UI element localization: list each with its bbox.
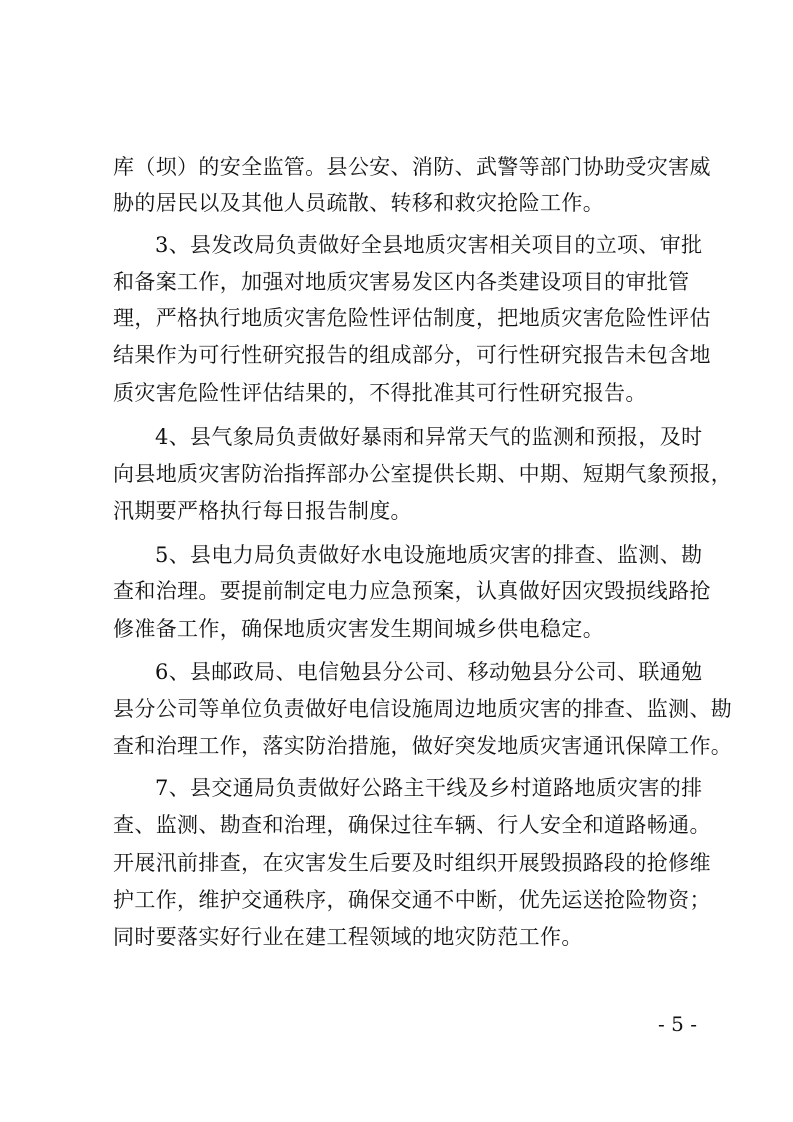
text-line-11: 5、县电力局负责做好水电设施地质灾害的排查、监测、勘 xyxy=(155,543,703,567)
text-line-6: 结果作为可行性研究报告的组成部分，可行性研究报告未包含地 xyxy=(113,343,711,367)
text-line-15: 县分公司等单位负责做好电信设施周边地质灾害的排查、监测、勘 xyxy=(113,697,733,721)
text-line-1: 库（坝）的安全监管。县公安、消防、武警等部门协助受灾害威 xyxy=(113,155,711,179)
text-line-9: 向县地质灾害防治指挥部办公室提供长期、中期、短期气象预报， xyxy=(113,462,733,486)
text-line-7: 质灾害危险性评估结果的，不得批准其可行性研究报告。 xyxy=(113,381,647,405)
page-number: - 5 - xyxy=(658,1012,697,1036)
text-line-10: 汛期要严格执行每日报告制度。 xyxy=(113,499,412,523)
text-line-16: 查和治理工作，落实防治措施，做好突发地质灾害通讯保障工作。 xyxy=(113,734,733,758)
text-line-12: 查和治理。要提前制定电力应急预案，认真做好因灾毁损线路抢 xyxy=(113,579,711,603)
text-line-17: 7、县交通局负责做好公路主干线及乡村道路地质灾害的排 xyxy=(155,776,703,800)
text-line-18: 查、监测、勘查和治理，确保过往车辆、行人安全和道路畅通。 xyxy=(113,813,711,837)
text-line-20: 护工作，维护交通秩序，确保交通不中断，优先运送抢险物资； xyxy=(113,888,711,912)
text-line-5: 理，严格执行地质灾害危险性评估制度，把地质灾害危险性评估 xyxy=(113,306,711,330)
text-line-13: 修准备工作，确保地质灾害发生期间城乡供电稳定。 xyxy=(113,617,605,641)
text-line-3: 3、县发改局负责做好全县地质灾害相关项目的立项、审批 xyxy=(155,233,703,257)
text-line-14: 6、县邮政局、电信勉县分公司、移动勉县分公司、联通勉 xyxy=(155,660,703,684)
text-line-8: 4、县气象局负责做好暴雨和异常天气的监测和预报，及时 xyxy=(155,425,703,449)
text-line-4: 和备案工作，加强对地质灾害易发区内各类建设项目的审批管 xyxy=(113,270,690,294)
text-line-2: 胁的居民以及其他人员疏散、转移和救灾抢险工作。 xyxy=(113,191,605,215)
text-line-19: 开展汛前排查，在灾害发生后要及时组织开展毁损路段的抢修维 xyxy=(113,851,711,875)
text-line-21: 同时要落实好行业在建工程领域的地灾防范工作。 xyxy=(113,925,583,949)
